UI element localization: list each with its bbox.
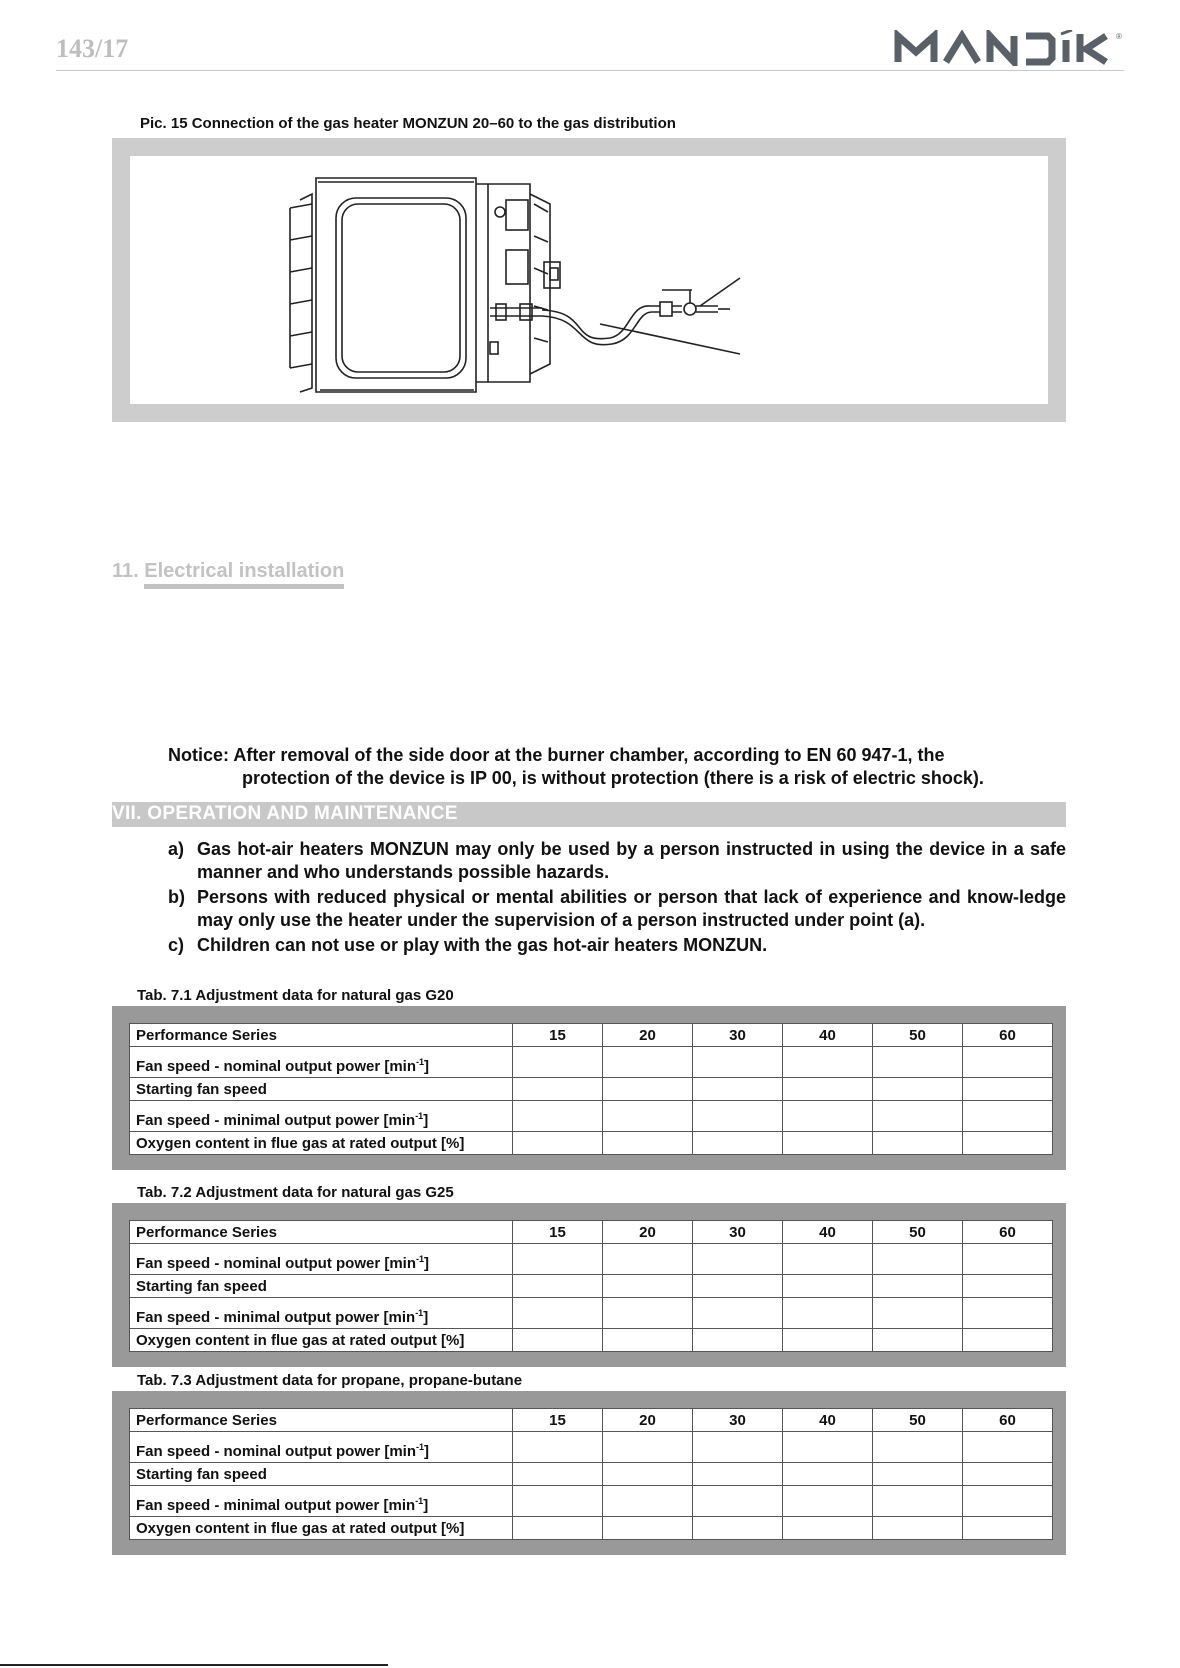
- table-cell: [783, 1244, 873, 1275]
- table-cell: [513, 1517, 603, 1540]
- table-row: [130, 1275, 1053, 1298]
- table-row: [130, 1101, 1053, 1132]
- table-cell: [603, 1486, 693, 1517]
- table-cell: [783, 1432, 873, 1463]
- table-cell: [513, 1329, 603, 1352]
- table-cell: [513, 1132, 603, 1155]
- table-cell: [603, 1463, 693, 1486]
- operation-rules-list: [168, 838, 1066, 959]
- table-cell: [693, 1432, 783, 1463]
- table-cell: [963, 1275, 1053, 1298]
- table-cell: [783, 1132, 873, 1155]
- table-cell: [513, 1275, 603, 1298]
- figure-caption: Pic. 15 Connection of the gas heater MONZUN 20–60 to the gas distribution: [140, 115, 676, 132]
- heater-drawing: [130, 156, 1048, 404]
- row-label: Fan speed - minimal output power $[\min^{-1}]$: [130, 1101, 513, 1132]
- table-cell: [873, 1101, 963, 1132]
- table-row: [130, 1298, 1053, 1329]
- table-cell: [963, 1463, 1053, 1486]
- column-header: 40: [783, 1409, 873, 1432]
- table-cell: [603, 1329, 693, 1352]
- table-row: [130, 1463, 1053, 1486]
- table-cell: [783, 1463, 873, 1486]
- column-header: 40: [783, 1024, 873, 1047]
- column-header: 15: [513, 1024, 603, 1047]
- list-marker: a): [168, 839, 185, 859]
- notice-line-1: Notice: After removal of the side door at the burner chamber, according to EN 60 947-1, the: [168, 745, 945, 765]
- table-cell: [783, 1078, 873, 1101]
- table-cell: [963, 1486, 1053, 1517]
- column-header: 15: [513, 1221, 603, 1244]
- heater-connection-illustration: [130, 156, 1048, 404]
- table-cell: [963, 1132, 1053, 1155]
- table-cell: [513, 1078, 603, 1101]
- table-cell: [603, 1275, 693, 1298]
- column-header: 40: [783, 1221, 873, 1244]
- list-text: Gas hot-air heaters MONZUN may only be used by a person instructed in using the device in a safe manner and who understands possible hazards.: [197, 839, 1066, 882]
- list-item: [168, 934, 1066, 957]
- column-header: 50: [873, 1221, 963, 1244]
- row-label: Starting fan speed: [130, 1275, 513, 1298]
- page-number: 143/17: [56, 34, 129, 63]
- table-row: [130, 1047, 1053, 1078]
- column-header: 50: [873, 1409, 963, 1432]
- table-header-label: Performance Series: [130, 1221, 513, 1244]
- row-label: Fan speed - nominal output power $[\min^{-1}]$: [130, 1047, 513, 1078]
- table-cell: [513, 1432, 603, 1463]
- mandik-logo-mark: [894, 30, 1124, 66]
- list-item: [168, 886, 1066, 932]
- table-cell: [693, 1517, 783, 1540]
- table-cell: [963, 1432, 1053, 1463]
- table-frame: [112, 1391, 1066, 1555]
- chapter-title: VII. OPERATION AND MAINTENANCE: [112, 803, 458, 824]
- table-cell: [603, 1298, 693, 1329]
- column-header: 60: [963, 1024, 1053, 1047]
- section-heading: [112, 560, 344, 589]
- table-cell: [693, 1329, 783, 1352]
- table-cell: [783, 1486, 873, 1517]
- table-cell: [873, 1463, 963, 1486]
- table-row: [130, 1244, 1053, 1275]
- table-cell: [963, 1101, 1053, 1132]
- column-header: 20: [603, 1221, 693, 1244]
- table-cell: [603, 1078, 693, 1101]
- table-row: [130, 1329, 1053, 1352]
- table-cell: [873, 1132, 963, 1155]
- table-cell: [513, 1463, 603, 1486]
- column-header: 50: [873, 1024, 963, 1047]
- table-row: [130, 1078, 1053, 1101]
- column-header: 30: [693, 1409, 783, 1432]
- list-marker: c): [168, 935, 185, 955]
- table-cell: [963, 1517, 1053, 1540]
- table-cell: [783, 1329, 873, 1352]
- table-cell: [783, 1101, 873, 1132]
- section-number: 11.: [112, 560, 139, 582]
- table-cell: [693, 1298, 783, 1329]
- table-caption: Tab. 7.1 Adjustment data for natural gas G20: [137, 987, 454, 1004]
- table-cell: [873, 1298, 963, 1329]
- table-row: [130, 1517, 1053, 1540]
- table-cell: [603, 1517, 693, 1540]
- table-header-row: [130, 1024, 1053, 1047]
- table-cell: [513, 1101, 603, 1132]
- table-cell: [693, 1275, 783, 1298]
- table-cell: [693, 1047, 783, 1078]
- table-cell: [873, 1047, 963, 1078]
- footer-rule: [0, 1664, 388, 1666]
- table-cell: [693, 1132, 783, 1155]
- table-cell: [693, 1078, 783, 1101]
- table-cell: [693, 1101, 783, 1132]
- header-rule: [56, 70, 1124, 71]
- table-cell: [783, 1517, 873, 1540]
- column-header: 30: [693, 1024, 783, 1047]
- row-label: Oxygen content in flue gas at rated output [%]: [130, 1132, 513, 1155]
- table-cell: [603, 1047, 693, 1078]
- table-cell: [873, 1275, 963, 1298]
- table-cell: [783, 1298, 873, 1329]
- row-label: Fan speed - nominal output power $[\min^{-1}]$: [130, 1244, 513, 1275]
- table-row: [130, 1432, 1053, 1463]
- louvres: [290, 194, 312, 392]
- row-label: Oxygen content in flue gas at rated output [%]: [130, 1329, 513, 1352]
- table-cell: [873, 1432, 963, 1463]
- row-label: Starting fan speed: [130, 1078, 513, 1101]
- table-cell: [603, 1244, 693, 1275]
- table-cell: [513, 1298, 603, 1329]
- table-cell: [873, 1329, 963, 1352]
- table-cell: [873, 1486, 963, 1517]
- table-header-row: [130, 1221, 1053, 1244]
- table-header-label: Performance Series: [130, 1024, 513, 1047]
- table-cell: [963, 1244, 1053, 1275]
- list-marker: b): [168, 887, 185, 907]
- table-cell: [783, 1275, 873, 1298]
- list-text: Children can not use or play with the gas hot-air heaters MONZUN.: [197, 935, 768, 955]
- row-label: Fan speed - nominal output power $[\min^{-1}]$: [130, 1432, 513, 1463]
- table-cell: [513, 1047, 603, 1078]
- adjustment-table-propane: [129, 1408, 1053, 1540]
- mandik-logo: [894, 30, 1124, 71]
- table-caption: Tab. 7.2 Adjustment data for natural gas G25: [137, 1184, 454, 1201]
- section-title: Electrical installation: [144, 560, 344, 589]
- table-cell: [693, 1463, 783, 1486]
- column-header: 60: [963, 1409, 1053, 1432]
- row-label: Oxygen content in flue gas at rated output [%]: [130, 1517, 513, 1540]
- column-header: 30: [693, 1221, 783, 1244]
- table-cell: [693, 1244, 783, 1275]
- table-cell: [873, 1244, 963, 1275]
- list-item: [168, 838, 1066, 884]
- table-cell: [603, 1101, 693, 1132]
- table-frame: [112, 1006, 1066, 1170]
- notice: [168, 744, 1068, 790]
- table-cell: [513, 1486, 603, 1517]
- table-cell: [963, 1078, 1053, 1101]
- figure-frame: [112, 138, 1066, 422]
- table-row: [130, 1486, 1053, 1517]
- column-header: 20: [603, 1409, 693, 1432]
- list-text: Persons with reduced physical or mental abilities or person that lack of experience and know-ledge may only use the heater under the supervision of a person instructed under point (a).: [197, 887, 1066, 930]
- adjustment-table-g25: [129, 1220, 1053, 1352]
- notice-line-2: protection of the device is IP 00, is without protection (there is a risk of electric shock).: [242, 768, 984, 788]
- row-label: Fan speed - minimal output power $[\min^{-1}]$: [130, 1486, 513, 1517]
- column-header: 15: [513, 1409, 603, 1432]
- registered-mark: ®: [1116, 32, 1122, 41]
- table-cell: [603, 1432, 693, 1463]
- row-label: Fan speed - minimal output power $[\min^{-1}]$: [130, 1298, 513, 1329]
- table-cell: [873, 1517, 963, 1540]
- table-caption: Tab. 7.3 Adjustment data for propane, propane-butane: [137, 1372, 523, 1389]
- column-header: 20: [603, 1024, 693, 1047]
- table-cell: [693, 1486, 783, 1517]
- table-cell: [963, 1298, 1053, 1329]
- adjustment-table-g20: [129, 1023, 1053, 1155]
- table-cell: [963, 1329, 1053, 1352]
- table-cell: [603, 1132, 693, 1155]
- row-label: Starting fan speed: [130, 1463, 513, 1486]
- table-cell: [513, 1244, 603, 1275]
- table-cell: [873, 1078, 963, 1101]
- chapter-bar: [112, 802, 1066, 827]
- table-header-label: Performance Series: [130, 1409, 513, 1432]
- table-row: [130, 1132, 1053, 1155]
- table-cell: [783, 1047, 873, 1078]
- table-cell: [963, 1047, 1053, 1078]
- column-header: 60: [963, 1221, 1053, 1244]
- table-header-row: [130, 1409, 1053, 1432]
- table-frame: [112, 1203, 1066, 1367]
